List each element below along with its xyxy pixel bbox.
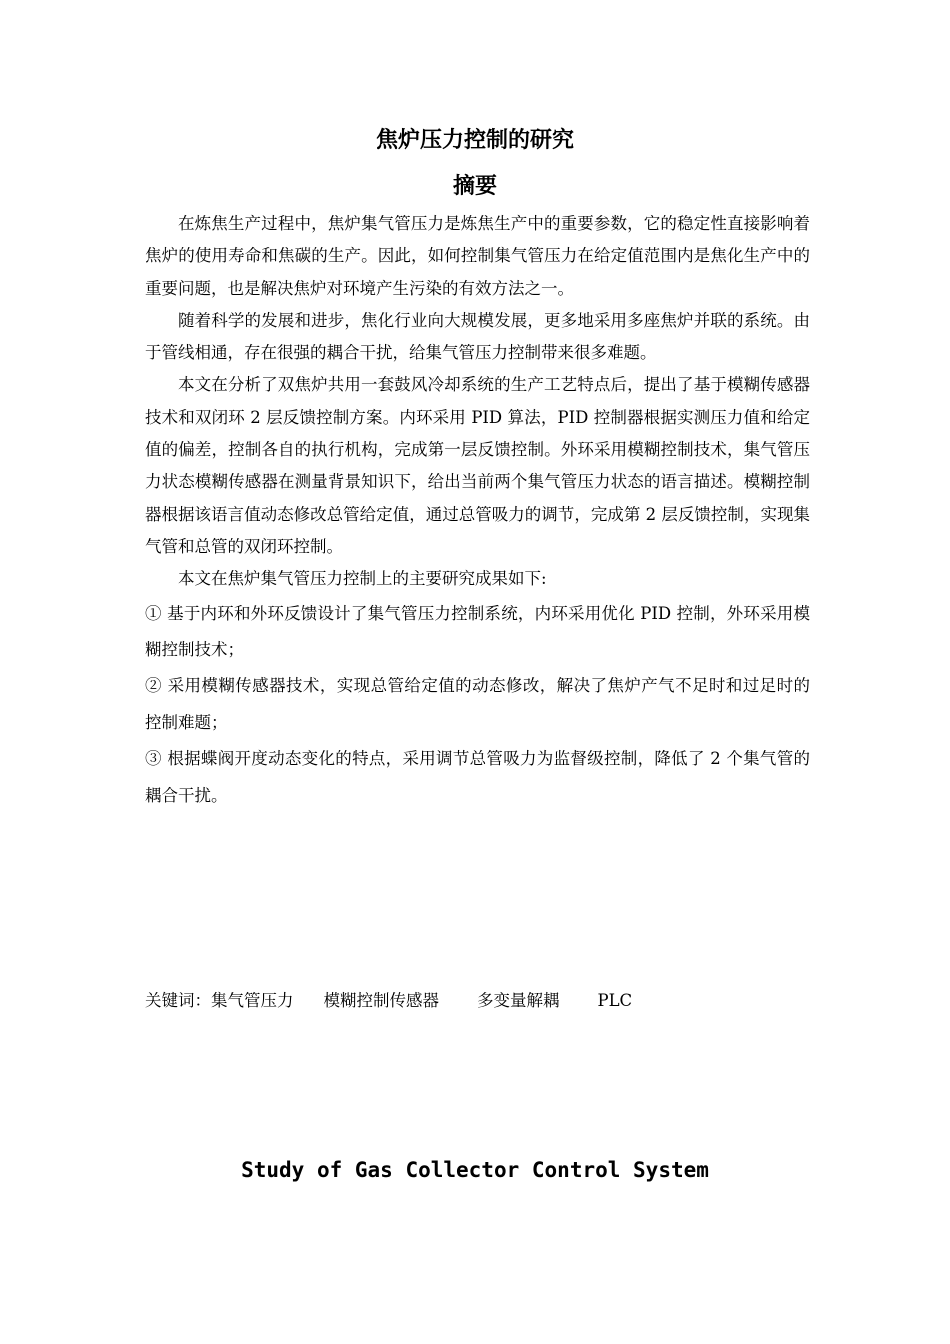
keywords-label: 关键词： — [145, 991, 211, 1010]
document-title: 焦炉压力控制的研究 — [375, 128, 574, 153]
keyword: 集气管压力 — [211, 991, 294, 1010]
english-title: Study of Gas Collector Control System — [241, 1158, 709, 1182]
result-item: ① 基于内环和外环反馈设计了集气管压力控制系统，内环采用优化 PID 控制，外环采用模糊控制技术； — [145, 603, 810, 659]
result-item: ③ 根据蝶阀开度动态变化的特点，采用调节总管吸力为监督级控制，降低了 2 个集气管的耦合干扰。 — [145, 749, 810, 805]
abstract-body — [145, 208, 810, 814]
keyword: 多变量解耦 — [477, 991, 560, 1010]
result-item: ② 采用模糊传感器技术，实现总管给定值的动态修改，解决了焦炉产气不足时和过足时的控制难题； — [145, 676, 810, 732]
abstract-paragraph: 本文在分析了双焦炉共用一套鼓风冷却系统的生产工艺特点后，提出了基于模糊传感器技术和双闭环 2 层反馈控制方案。内环采用 PID 算法，PID 控制器根据实测压力值和给定值的偏差，控制各自的执行机构，完成第一层反馈控制。外环采用模糊控制技术，集气管压力状态模糊传感器在测量背景知识下，给出当前两个集气管压力状态的语言描述。模糊控制器根据该语言值动态修改总管给定值，通过总管吸力的调节，完成第 2 层反馈控制，实现集气管和总管的双闭环控制。 — [145, 375, 810, 556]
keywords-line — [145, 986, 632, 1016]
abstract-paragraph: 在炼焦生产过程中，焦炉集气管压力是炼焦生产中的重要参数，它的稳定性直接影响着焦炉的使用寿命和焦碳的生产。因此，如何控制集气管压力在给定值范围内是焦化生产中的重要问题，也是解决焦炉对环境产生污染的有效方法之一。 — [145, 214, 810, 298]
abstract-paragraph: 本文在焦炉集气管压力控制上的主要研究成果如下: — [178, 569, 547, 589]
abstract-heading: 摘要 — [452, 174, 497, 199]
keyword: 模糊控制传感器 — [323, 991, 439, 1010]
keyword: PLC — [597, 991, 633, 1010]
abstract-paragraph: 随着科学的发展和进步，焦化行业向大规模发展，更多地采用多座焦炉并联的系统。由于管线相通，存在很强的耦合干扰，给集气管压力控制带来很多难题。 — [145, 310, 810, 363]
